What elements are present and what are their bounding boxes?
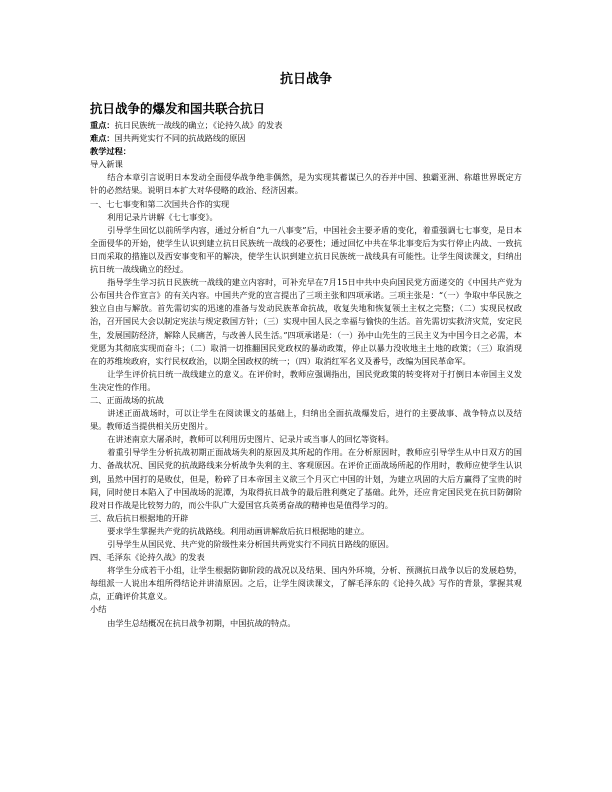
summary-heading: 小结 — [90, 604, 107, 615]
key-point-label: 重点： — [90, 120, 115, 130]
part1-paragraph-1: 引导学生回忆以前所学内容，通过分析自“九一八事变”后，中国社会主要矛盾的变化，着重强调七七事变，是日本全面侵华的开始，使学生认识到建立抗日民族统一战线的必要性；通过回忆中共在华北事变后为实行停止内战、一致抗日而采取的措施以及西安事变和平的解决，使学生认识到建立抗日民族统一战线具有可能性。让学生阅读课文，归纳出抗日统一战线确立的经过。 — [90, 224, 522, 275]
document-page — [90, 72, 522, 630]
process-label: 教学过程： — [90, 146, 131, 157]
intro-paragraph: 结合本章引言说明日本发动全面侵华战争绝非偶然，是为实现其蓄谋已久的吞并中国、独霸亚洲、称雄世界既定方针的必然结果。说明日本扩大对华侵略的政治、经济因素。 — [90, 172, 522, 196]
part4-paragraph-1: 将学生分成若干小组，让学生根据防御阶段的战况以及结果、国内外环境，分析、预测抗日战争以后的发展趋势，每组派一人说出本组所得结论并讲清原因。之后，让学生阅读课文，了解毛泽东的《论持久战》写作的背景，掌握其观点，正确评价其意义。 — [90, 565, 522, 602]
difficulty-line — [90, 132, 522, 145]
part1-paragraph-2: 指导学生学习抗日民族统一战线的建立内容时，可补充早在7月15日中共中央向国民党方面递交的《中国共产党为公布国共合作宣言》的有关内容。中国共产党的宣言提出了三项主张和四项承诺。三项主张是：“（一）争取中华民族之独立自由与解放。首先需切实的迅速的准备与发动民族革命抗战，收复失地和恢复领土主权之完整；（二）实现民权政治，召开国民大会以制定宪法与规定救国方针；（三）实现中国人民之幸福与愉快的生活。首先需切实救济灾荒，安定民生，发展国防经济，解除人民痛苦，与改善人民生活。”四项承诺是：（一）孙中山先生的三民主义为中国今日之必需，本党愿为其彻底实现而奋斗；（二）取消一切推翻国民党政权的暴动政策，停止以暴力没收地主土地的政策；（三）取消现在的苏维埃政府，实行民权政治，以期全国政权的统一；（四）取消红军名义及番号，改编为国民革命军。 — [90, 277, 522, 366]
part1-sub: 利用记录片讲解《七七事变》。 — [107, 211, 218, 222]
document-title: 抗日战争 — [279, 72, 332, 87]
part1-heading: 一、七七事变和第二次国共合作的实现 — [90, 198, 230, 209]
key-point-text: 抗日民族统一战线的确立；《论持久战》的发表 — [114, 120, 283, 130]
part2-paragraph-1: 讲述正面战场时，可以让学生在阅读课文的基础上，归纳出全面抗战爆发后，进行的主要战事、战争特点以及结果。教师适当提供相关历史图片。 — [90, 408, 522, 432]
part3-sub-2: 引导学生从国民党、共产党的阶级性来分析国共两党实行不同抗日路线的原因。 — [107, 539, 394, 549]
section-title: 抗日战争的爆发和国共联合抗日 — [90, 101, 266, 116]
part2-paragraph-3: 着重引导学生分析抗战初期正面战场失利的原因及其所起的作用。在分析原因时，教师应引导学生从中日双方的国力、备战状况、国民党的抗战路线来分析战争失利的主、客观原因。在评价正面战场所起的作用时，教师应使学生认识到，虽然中国打的是败仗，但是，粉碎了日本帝国主义欲三个月灭亡中国的计划，为建立巩固的大后方赢得了宝贵的时间，同时使日本陷入了中国战场的泥潭，为取得抗日战争的最后胜利奠定了基础。此外，还应肯定国民党在抗日防御阶段对日作战是比较努力的，而公牛队广大爱国官兵英勇奋战的精神也是值得学习的。 — [90, 447, 522, 510]
part4-heading: 四、毛泽东《论持久战》的发表 — [90, 552, 205, 563]
part3-heading: 三、敌后抗日根据地的开辟 — [90, 512, 189, 523]
part2-heading: 二、正面战场的抗战 — [90, 394, 164, 405]
difficulty-label: 难点： — [90, 133, 115, 144]
summary-paragraph: 由学生总结概况在抗日战争初期，中国抗战的特点。 — [107, 617, 296, 628]
part2-paragraph-2: 在讲述南京大屠杀时，教师可以利用历史图片、记录片或当事人的回忆等资料。 — [107, 434, 394, 445]
part3-sub-1: 要求学生掌握共产党的抗战路线。利用动画讲解敌后抗日根据地的建立。 — [107, 525, 370, 536]
part1-paragraph-3: 让学生评价抗日统一战线建立的意义。在评价时，教师应强调指出，国民党政策的转变将对于打倒日本帝国主义发生决定性的作用。 — [90, 368, 522, 392]
intro-heading: 导入新课 — [90, 159, 123, 170]
difficulty-text: 国共两党实行不同的抗战路线的原因 — [114, 133, 246, 144]
key-point-line — [90, 119, 522, 132]
